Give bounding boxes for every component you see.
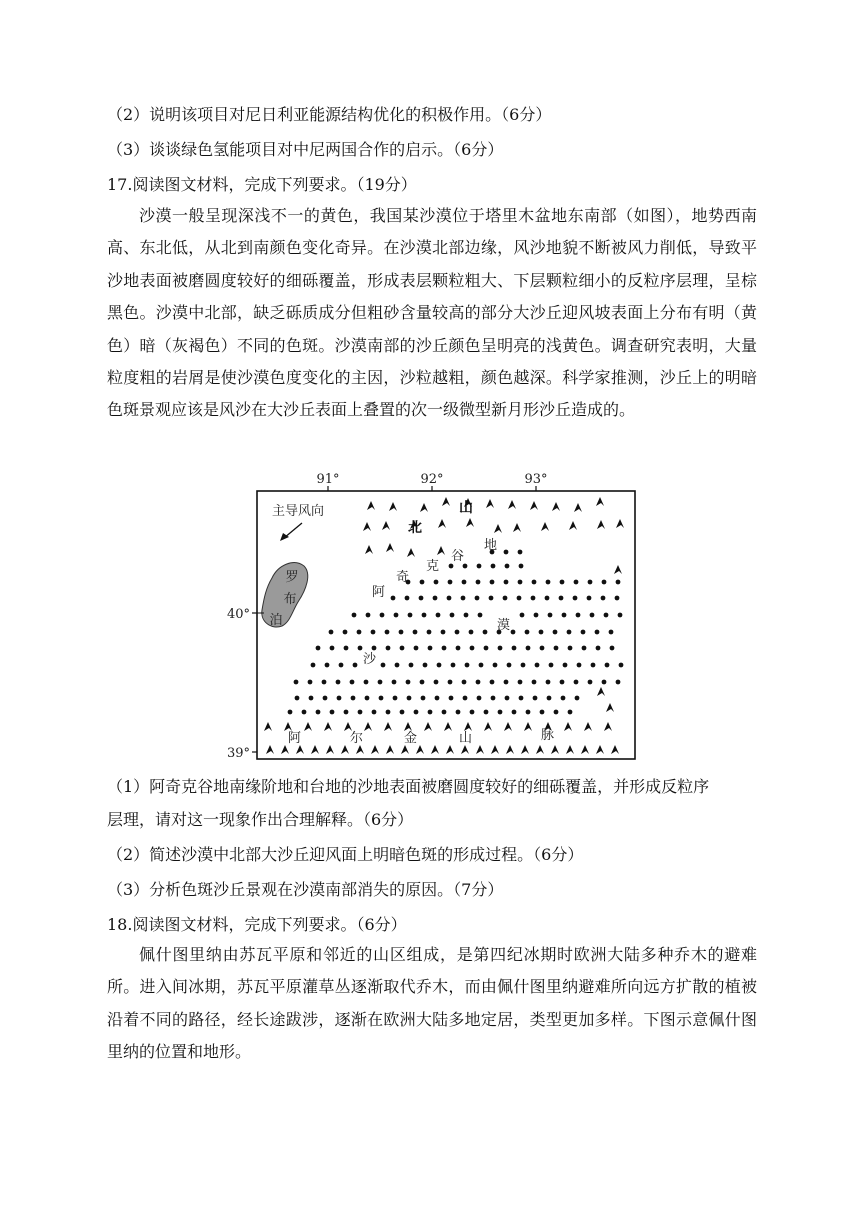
sand-dot [512,710,517,715]
sand-dot [478,613,483,618]
q16-part3: （3）谈谈绿色氢能项目对中尼两国合作的启示。（6分） [107,140,504,159]
sand-dot [456,646,461,651]
sand-dot [563,663,568,668]
sand-dot [609,630,614,635]
sand-dot [423,663,428,668]
sand-dot [493,663,498,668]
sand-dot [561,696,566,701]
sand-dot [531,596,536,601]
sand-dot [428,710,433,715]
sand-dot [576,613,581,618]
sand-dot [408,613,413,618]
sand-dot [591,663,596,668]
sand-dot [504,680,509,685]
sand-dot [336,680,341,685]
sand-dot [554,646,559,651]
q18-title: 18.阅读图文材料，完成下列要求。（6分） [107,915,407,934]
sand-dot [616,580,621,585]
sand-dot [323,696,328,701]
sand-dot [434,680,439,685]
sand-dot [434,580,439,585]
sand-dot [441,630,446,635]
q17-part3: （3）分析色斑沙丘景观在沙漠南部消失的原因。（7分） [107,880,504,899]
sand-dot [505,696,510,701]
sand-dot [395,663,400,668]
sand-dot [337,696,342,701]
sand-dot [449,696,454,701]
lat-label-39: 39° [226,746,250,761]
sand-dot [462,580,467,585]
sand-dot [479,663,484,668]
sand-dot [450,613,455,618]
sand-dot [590,613,595,618]
sand-dot [392,680,397,685]
sand-dot [595,630,600,635]
sand-dot [351,696,356,701]
sand-dot [308,680,313,685]
q17-part2: （2）简述沙漠中北部大沙丘迎风面上明暗色斑的形成过程。（6分） [107,845,584,864]
sand-dot [535,663,540,668]
sand-dot [498,646,503,651]
sand-dot [365,696,370,701]
sand-dot [577,663,582,668]
sand-dot [574,580,579,585]
sand-dot [451,663,456,668]
sand-dot [400,646,405,651]
sand-dot [476,680,481,685]
sand-dot [475,596,480,601]
sand-dot [504,550,509,555]
sand-dot [330,646,335,651]
sand-dot [546,680,551,685]
sand-dot [539,630,544,635]
sand-dot [596,646,601,651]
sand-dot [386,646,391,651]
sand-dot [601,596,606,601]
sand-dot [420,680,425,685]
sand-dot [295,696,300,701]
sand-dot [378,680,383,685]
sand-dot [519,696,524,701]
sand-dot [366,613,371,618]
q17-part1-line1: （1）阿奇克谷地南缘阶地和台地的沙地表面被磨圆度较好的细砾覆盖，并形成反粒序 [107,777,710,796]
lon-label-93: 93° [524,472,548,487]
sand-dot [511,630,516,635]
sand-dot [518,550,523,555]
sand-dot [447,596,452,601]
sand-dot [477,564,482,569]
sand-dot [518,680,523,685]
sand-dot [448,680,453,685]
sand-dot [406,680,411,685]
sand-dot [428,646,433,651]
q16-part2: （2）说明该项目对尼日利亚能源结构优化的积极作用。（6分） [107,105,552,124]
sand-dot [413,630,418,635]
valley-char-2: 奇 [396,570,410,585]
desert-map [226,470,646,766]
sand-dot [484,646,489,651]
sand-dot [520,613,525,618]
sand-dot [581,630,586,635]
sand-dot [455,630,460,635]
sand-dot [322,680,327,685]
sand-dot [379,696,384,701]
sand-dot [615,596,620,601]
sand-dot [393,696,398,701]
sand-dot [503,596,508,601]
sand-dot [470,646,475,651]
sand-dot [512,646,517,651]
sand-dot [619,663,624,668]
sand-dot [610,646,615,651]
desert-char-1: 沙 [363,652,377,667]
sand-dot [420,580,425,585]
sand-dot [548,613,553,618]
q18-material: 佩什图里纳由苏瓦平原和邻近的山区组成，是第四纪冰期时欧洲大陆多种乔木的避难所。进入间冰期，苏瓦平原灌草丛逐渐取代乔木，而由佩什图里纳避难所向远方扩散的植被沿着不同的路径，经长途跋涉，逐渐在欧洲大陆多地定居，类型更加多样。下图示意佩什图里纳的位置和地形。 [107,945,757,1062]
sand-dot [483,630,488,635]
sand-dot [461,596,466,601]
south-mountain-char-5: 脉 [541,728,555,743]
map-frame [257,491,635,759]
q17-title: 17.阅读图文材料，完成下列要求。（19分） [107,175,417,194]
sand-dot [532,580,537,585]
lon-label-91: 91° [316,472,340,487]
sand-dot [294,680,299,685]
sand-dot [575,696,580,701]
sand-dot [405,596,410,601]
sand-dot [602,580,607,585]
sand-dot [380,613,385,618]
sand-dot [329,630,334,635]
sand-dot [364,680,369,685]
north-mountain-char-2: 山 [459,500,473,516]
sand-dot [350,680,355,685]
sand-dot [409,663,414,668]
sand-dot [386,710,391,715]
sand-dot [442,646,447,651]
sand-dot [372,646,377,651]
sand-dot [553,630,558,635]
sand-dot [316,710,321,715]
sand-dot [381,663,386,668]
sand-dot [616,680,621,685]
sand-dot [602,680,607,685]
sand-dot [554,710,559,715]
sand-dot [505,564,510,569]
q17-material: 沙漠一般呈现深浅不一的黄色，我国某沙漠位于塔里木盆地东南部（如图），地势西南高、东北低，从北到南颜色变化奇异。在沙漠北部边缘，风沙地貌不断被风力削低，导致平沙地表面被磨圆度较好的细砾覆盖，形成表层颗粒粗大、下层颗粒细小的反粒序层理，呈棕黑色。沙漠中北部，缺乏砾质成分但粗砂含量较高的部分大沙丘迎风坡表面上分布有明（黄色）暗（灰褐色）不同的色斑。沙漠南部的沙丘颜色呈明亮的浅黄色。调查研究表明，大量粒度粗的岩屑是使沙漠色度变化的主因，沙粒越粗，颜色越深。科学家推测，沙丘上的明暗色斑景观应该是风沙在大沙丘表面上叠置的次一级微型新月形沙丘造成的。 [107,206,757,420]
sand-dot [549,663,554,668]
sand-dot [456,710,461,715]
desert-char-2: 漠 [497,618,511,633]
sand-dot [568,710,573,715]
sand-dot [498,710,503,715]
sand-dot [534,613,539,618]
sand-dot [442,710,447,715]
sand-dot [400,710,405,715]
sand-dot [490,680,495,685]
sand-dot [391,596,396,601]
sand-dot [358,646,363,651]
sand-dot [311,663,316,668]
valley-char-3: 克 [426,559,440,574]
sand-dot [518,580,523,585]
sand-dot [316,646,321,651]
sand-dot [559,596,564,601]
lake-char-2: 布 [283,592,297,607]
sand-dot [484,710,489,715]
sand-dot [526,646,531,651]
sand-dot [540,710,545,715]
sand-dot [372,710,377,715]
sand-dot [352,613,357,618]
sand-dot [560,680,565,685]
wind-label: 主导风向 [272,504,325,519]
sand-dot [433,596,438,601]
q17-part1-line2: 层理，请对这一现象作出合理解释。（6分） [107,810,414,829]
sand-dot [470,710,475,715]
sand-dot [587,596,592,601]
sand-dot [325,663,330,668]
sand-dot [343,630,348,635]
sand-dot [491,564,496,569]
sand-dot [465,663,470,668]
sand-dot [540,646,545,651]
sand-dot [568,646,573,651]
sand-dot [464,613,469,618]
sand-dot [547,696,552,701]
sand-dot [618,613,623,618]
sand-dot [469,630,474,635]
sand-dot [407,696,412,701]
sand-dot [463,696,468,701]
sand-dot [519,564,524,569]
sand-dot [491,696,496,701]
sand-dot [560,580,565,585]
sand-dot [358,710,363,715]
lake-char-1: 罗 [285,570,299,585]
sand-dot [435,696,440,701]
valley-char-4: 谷 [451,549,465,564]
sand-dot [427,630,432,635]
sand-dot [436,613,441,618]
sand-dot [449,564,454,569]
sand-dot [477,696,482,701]
sand-dot [582,646,587,651]
south-mountain-char-4: 山 [459,731,473,746]
sand-dot [414,646,419,651]
sand-dot [532,680,537,685]
sand-dot [605,663,610,668]
sand-dot [302,710,307,715]
sand-dot [489,596,494,601]
sand-dot [357,630,362,635]
sand-dot [507,663,512,668]
lat-label-40: 40° [226,607,250,622]
sand-dot [394,613,399,618]
sand-dot [517,596,522,601]
sand-dot [330,710,335,715]
sand-dot [526,710,531,715]
sand-dot [504,580,509,585]
sand-dot [344,646,349,651]
valley-char-1: 阿 [372,585,386,600]
sand-dot [339,663,344,668]
sand-dot [533,696,538,701]
sand-dot [521,663,526,668]
sand-dot [288,710,293,715]
sand-dot [371,630,376,635]
sand-dot [545,596,550,601]
sand-dot [422,613,427,618]
lon-label-92: 92° [420,472,444,487]
sand-dot [353,663,358,668]
sand-dot [567,630,572,635]
sand-dot [546,580,551,585]
sand-dot [462,680,467,685]
sand-dot [414,710,419,715]
sand-dot [463,564,468,569]
sand-dot [448,580,453,585]
valley-char-5: 地 [484,538,498,553]
sand-dot [604,613,609,618]
sand-dot [562,613,567,618]
south-mountain-char-3: 金 [404,731,418,746]
sand-dot [309,696,314,701]
sand-dot [421,696,426,701]
north-mountain-char-1: 北 [408,520,422,536]
sand-dot [437,663,442,668]
sand-dot [385,630,390,635]
sand-dot [588,680,593,685]
lake-char-3: 泊 [269,613,283,628]
sand-dot [573,596,578,601]
south-mountain-char-1: 阿 [288,731,302,746]
sand-dot [344,710,349,715]
south-mountain-char-2: 尔 [350,731,364,746]
sand-dot [476,580,481,585]
sand-dot [419,596,424,601]
sand-dot [490,580,495,585]
sand-dot [399,630,404,635]
sand-dot [525,630,530,635]
sand-dot [588,580,593,585]
sand-dot [574,680,579,685]
